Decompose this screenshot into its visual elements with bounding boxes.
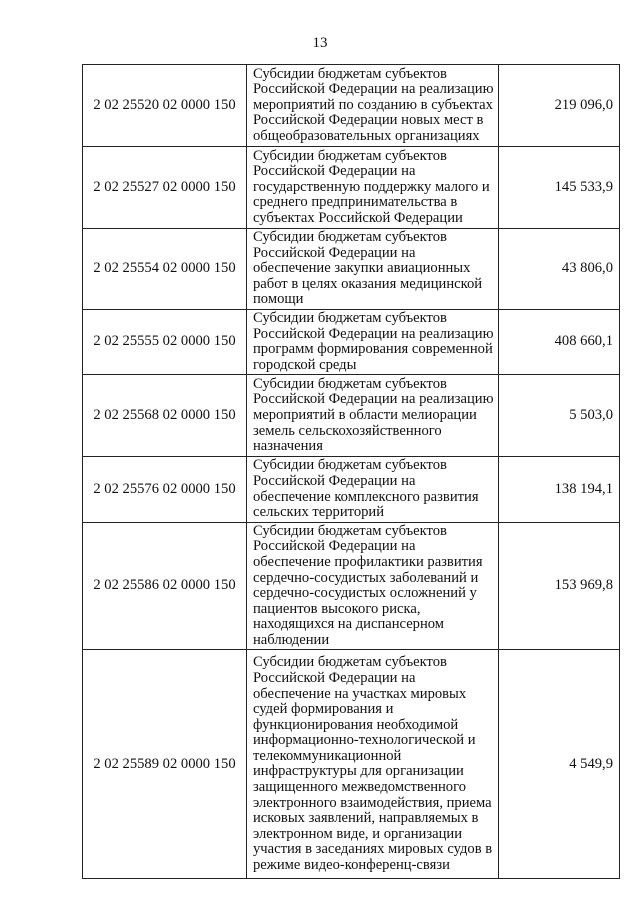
budget-code-cell: 2 02 25586 02 0000 150 [83, 522, 247, 650]
description-cell: Субсидии бюджетам субъектов Российской Федерации на обеспечение закупки авиационных работ в целях оказания медицинской помощи [247, 229, 499, 310]
amount-cell: 138 194,1 [499, 457, 620, 522]
budget-code-cell: 2 02 25520 02 0000 150 [83, 65, 247, 147]
table-row [83, 147, 620, 229]
budget-table [82, 64, 620, 879]
description-cell: Субсидии бюджетам субъектов Российской Федерации на реализацию программ формирования современной городской среды [247, 309, 499, 374]
amount-cell: 153 969,8 [499, 522, 620, 650]
description-cell: Субсидии бюджетам субъектов Российской Федерации на обеспечение профилактики развития сердечно-сосудистых заболеваний и сердечно-сосудистых осложнений у пациентов высокого риска, находящихся на диспансерном наблюдении [247, 522, 499, 650]
budget-code-cell: 2 02 25568 02 0000 150 [83, 375, 247, 457]
amount-cell: 43 806,0 [499, 229, 620, 310]
table-row [83, 457, 620, 522]
description-cell: Субсидии бюджетам субъектов Российской Федерации на обеспечение на участках мировых судей формирования и функционирования необходимой информационно-технологической и телекоммуникационной инфраструктуры для организации защищенного межведомственного электронного взаимодействия, приема исковых заявлений, направляемых в электронном виде, и организации участия в заседаниях мировых судов в режиме видео-конференц-связи [247, 650, 499, 879]
table-row [83, 229, 620, 310]
table-row [83, 309, 620, 374]
table-row [83, 650, 620, 879]
budget-code-cell: 2 02 25555 02 0000 150 [83, 309, 247, 374]
amount-cell: 408 660,1 [499, 309, 620, 374]
amount-cell: 145 533,9 [499, 147, 620, 229]
budget-code-cell: 2 02 25576 02 0000 150 [83, 457, 247, 522]
budget-code-cell: 2 02 25589 02 0000 150 [83, 650, 247, 879]
table-row [83, 522, 620, 650]
description-cell: Субсидии бюджетам субъектов Российской Федерации на государственную поддержку малого и среднего предпринимательства в субъектах Российской Федерации [247, 147, 499, 229]
table-row [83, 375, 620, 457]
amount-cell: 5 503,0 [499, 375, 620, 457]
description-cell: Субсидии бюджетам субъектов Российской Федерации на обеспечение комплексного развития сельских территорий [247, 457, 499, 522]
page-number: 13 [312, 35, 328, 51]
budget-code-cell: 2 02 25527 02 0000 150 [83, 147, 247, 229]
description-cell: Субсидии бюджетам субъектов Российской Федерации на реализацию мероприятий по созданию в субъектах Российской Федерации новых мест в общеобразовательных организациях [247, 65, 499, 147]
description-cell: Субсидии бюджетам субъектов Российской Федерации на реализацию мероприятий в области мелиорации земель сельскохозяйственного назначения [247, 375, 499, 457]
amount-cell: 219 096,0 [499, 65, 620, 147]
budget-code-cell: 2 02 25554 02 0000 150 [83, 229, 247, 310]
amount-cell: 4 549,9 [499, 650, 620, 879]
table-row [83, 65, 620, 147]
